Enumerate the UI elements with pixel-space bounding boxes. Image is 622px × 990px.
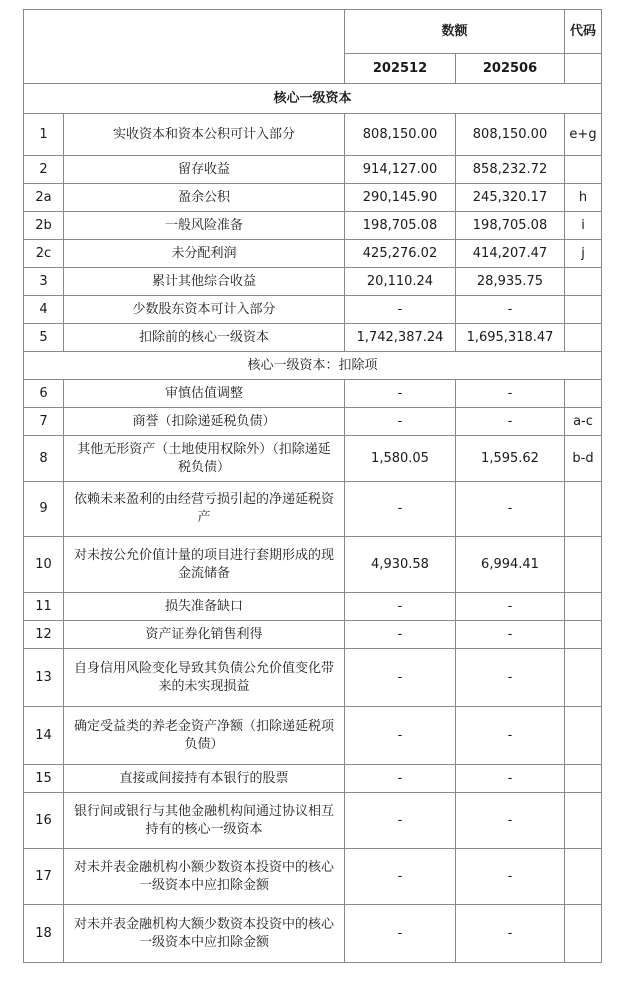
row-number: 11 (24, 593, 64, 621)
value-202512: 808,150.00 (345, 114, 456, 156)
value-202512: 1,742,387.24 (345, 324, 456, 352)
item-label: 商誉（扣除递延税负债） (64, 408, 345, 436)
item-label: 其他无形资产（土地使用权除外）（扣除递延税负债） (64, 436, 345, 482)
table-row (24, 212, 602, 240)
row-number: 2c (24, 240, 64, 268)
table-row (24, 905, 602, 963)
item-label: 自身信用风险变化导致其负债公允价值变化带来的未实现损益 (64, 649, 345, 707)
value-202512: - (345, 765, 456, 793)
code-cell (565, 268, 602, 296)
row-number: 1 (24, 114, 64, 156)
table-row (24, 114, 602, 156)
value-202512: 290,145.90 (345, 184, 456, 212)
value-202506: 1,595.62 (456, 436, 565, 482)
value-202512: 198,705.08 (345, 212, 456, 240)
code-cell: a-c (565, 408, 602, 436)
table-row (24, 537, 602, 593)
value-202506: 414,207.47 (456, 240, 565, 268)
value-202512: - (345, 849, 456, 905)
value-202512: - (345, 649, 456, 707)
table-row (24, 849, 602, 905)
item-label: 资产证券化销售利得 (64, 621, 345, 649)
item-label: 审慎估值调整 (64, 380, 345, 408)
code-cell: h (565, 184, 602, 212)
header-row-1 (24, 10, 602, 54)
amount-header: 数额 (345, 10, 565, 54)
row-number: 13 (24, 649, 64, 707)
item-label: 依赖未来盈利的由经营亏损引起的净递延税资产 (64, 482, 345, 537)
value-202506: - (456, 380, 565, 408)
value-202506: 198,705.08 (456, 212, 565, 240)
table-row (24, 765, 602, 793)
item-label: 银行间或银行与其他金融机构间通过协议相互持有的核心一级资本 (64, 793, 345, 849)
table-row (24, 184, 602, 212)
table-row (24, 707, 602, 765)
item-label: 对未按公允价值计量的项目进行套期形成的现金流储备 (64, 537, 345, 593)
section-title-deductions: 核心一级资本：扣除项 (24, 352, 602, 380)
code-cell: i (565, 212, 602, 240)
header-blank-cell (24, 10, 345, 84)
value-202506: - (456, 849, 565, 905)
value-202506: - (456, 707, 565, 765)
item-label: 累计其他综合收益 (64, 268, 345, 296)
code-cell (565, 849, 602, 905)
code-cell (565, 537, 602, 593)
table-row (24, 482, 602, 537)
value-202512: 20,110.24 (345, 268, 456, 296)
row-number: 14 (24, 707, 64, 765)
code-cell (565, 380, 602, 408)
value-202506: - (456, 482, 565, 537)
row-number: 2 (24, 156, 64, 184)
value-202506: 858,232.72 (456, 156, 565, 184)
value-202512: - (345, 593, 456, 621)
value-202512: 914,127.00 (345, 156, 456, 184)
row-number: 15 (24, 765, 64, 793)
code-cell: b-d (565, 436, 602, 482)
value-202506: 808,150.00 (456, 114, 565, 156)
table-row (24, 593, 602, 621)
item-label: 对未并表金融机构小额少数资本投资中的核心一级资本中应扣除金额 (64, 849, 345, 905)
value-202512: 4,930.58 (345, 537, 456, 593)
value-202506: - (456, 649, 565, 707)
table-row (24, 649, 602, 707)
row-number: 10 (24, 537, 64, 593)
row-number: 5 (24, 324, 64, 352)
code-cell (565, 593, 602, 621)
item-label: 对未并表金融机构大额少数资本投资中的核心一级资本中应扣除金额 (64, 905, 345, 963)
table-row (24, 621, 602, 649)
value-202506: - (456, 408, 565, 436)
code-cell (565, 482, 602, 537)
capital-composition-table-container (23, 9, 602, 963)
table-row (24, 324, 602, 352)
value-202506: - (456, 296, 565, 324)
table-row (24, 240, 602, 268)
row-number: 7 (24, 408, 64, 436)
item-label: 少数股东资本可计入部分 (64, 296, 345, 324)
period-header-202512: 202512 (345, 54, 456, 84)
code-cell (565, 296, 602, 324)
code-cell: e+g (565, 114, 602, 156)
value-202506: - (456, 593, 565, 621)
value-202506: 1,695,318.47 (456, 324, 565, 352)
code-header-blank (565, 54, 602, 84)
row-number: 8 (24, 436, 64, 482)
row-number: 6 (24, 380, 64, 408)
value-202506: - (456, 621, 565, 649)
value-202512: - (345, 408, 456, 436)
table-row (24, 268, 602, 296)
row-number: 9 (24, 482, 64, 537)
value-202512: - (345, 296, 456, 324)
code-cell (565, 621, 602, 649)
row-number: 3 (24, 268, 64, 296)
value-202506: - (456, 765, 565, 793)
row-number: 2b (24, 212, 64, 240)
item-label: 确定受益类的养老金资产净额（扣除递延税项负债） (64, 707, 345, 765)
item-label: 留存收益 (64, 156, 345, 184)
item-label: 损失准备缺口 (64, 593, 345, 621)
table-row (24, 793, 602, 849)
value-202506: - (456, 905, 565, 963)
code-cell (565, 324, 602, 352)
section-title-core-tier1: 核心一级资本 (24, 84, 602, 114)
table-row (24, 156, 602, 184)
item-label: 实收资本和资本公积可计入部分 (64, 114, 345, 156)
item-label: 盈余公积 (64, 184, 345, 212)
item-label: 一般风险准备 (64, 212, 345, 240)
row-number: 17 (24, 849, 64, 905)
row-number: 16 (24, 793, 64, 849)
section-row-deductions (24, 352, 602, 380)
section-row-core-tier1 (24, 84, 602, 114)
code-cell (565, 649, 602, 707)
value-202506: 28,935.75 (456, 268, 565, 296)
code-cell (565, 793, 602, 849)
value-202512: 425,276.02 (345, 240, 456, 268)
value-202512: - (345, 621, 456, 649)
table-row (24, 408, 602, 436)
code-header: 代码 (565, 10, 602, 54)
row-number: 12 (24, 621, 64, 649)
value-202506: 6,994.41 (456, 537, 565, 593)
code-cell (565, 156, 602, 184)
code-cell: j (565, 240, 602, 268)
row-number: 4 (24, 296, 64, 324)
value-202512: - (345, 482, 456, 537)
table-row (24, 436, 602, 482)
code-cell (565, 707, 602, 765)
table-row (24, 296, 602, 324)
capital-composition-table (23, 9, 602, 963)
row-number: 2a (24, 184, 64, 212)
value-202506: - (456, 793, 565, 849)
value-202512: - (345, 905, 456, 963)
value-202512: - (345, 793, 456, 849)
value-202512: - (345, 707, 456, 765)
item-label: 扣除前的核心一级资本 (64, 324, 345, 352)
row-number: 18 (24, 905, 64, 963)
table-row (24, 380, 602, 408)
code-cell (565, 765, 602, 793)
value-202512: - (345, 380, 456, 408)
code-cell (565, 905, 602, 963)
value-202506: 245,320.17 (456, 184, 565, 212)
value-202512: 1,580.05 (345, 436, 456, 482)
item-label: 直接或间接持有本银行的股票 (64, 765, 345, 793)
period-header-202506: 202506 (456, 54, 565, 84)
item-label: 未分配利润 (64, 240, 345, 268)
